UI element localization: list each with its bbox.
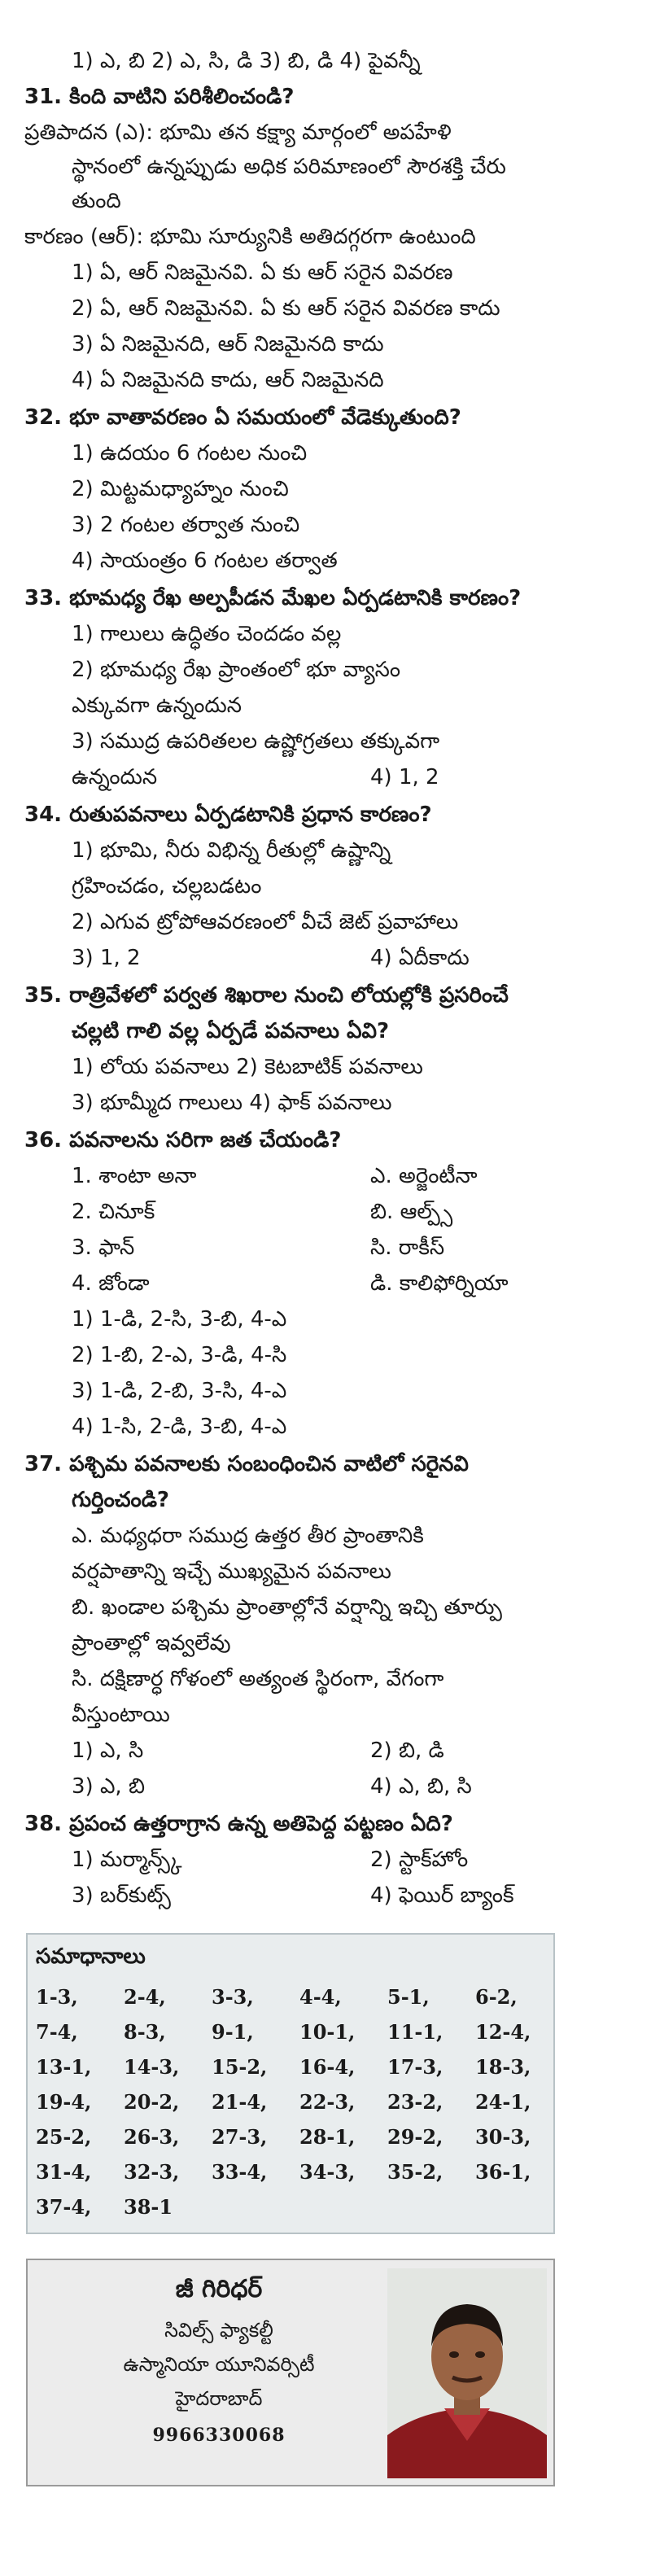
question-38-option-3: 3) బర్‌కుట్స్‌ — [72, 1883, 171, 1908]
question-31-option: 2) ఏ, ఆర్‌ నిజమైనవి. ఏ కు ఆర్‌ సరైన వివరణ కాదు — [72, 296, 500, 321]
author-portrait-image — [387, 2268, 547, 2478]
question-31-assertion: ప్రతిపాదన (ఎ): భూమి తన కక్ష్యా మార్గంలో అపహేళి — [24, 120, 452, 145]
question-37-line: ఎ. మధ్యధరా సముద్ర ఉత్తర తీర ప్రాంతానికి — [72, 1524, 424, 1548]
question-31-reason: కారణం (ఆర్‌): భూమి సూర్యునికి అతిదగ్గరగా ఉంటుంది — [24, 225, 476, 249]
answer-entry: 3-3, — [212, 1985, 254, 2009]
question-37-line: వర్షపాతాన్ని ఇచ్చే ముఖ్యమైన పవనాలు — [72, 1559, 391, 1584]
question-36-right-item: సి. రాకీస్‌ — [370, 1236, 445, 1260]
question-33-title: 33. భూమధ్య రేఖ అల్పపీడన మేఖల ఏర్పడటానికి కారణం? — [24, 586, 522, 610]
question-32-option: 3) 2 గంటల తర్వాత నుంచి — [72, 513, 300, 537]
question-36-option: 3) 1-డి, 2-బి, 3-సి, 4-ఎ — [72, 1379, 287, 1403]
answer-entry: 4-4, — [299, 1985, 342, 2009]
author-box — [26, 2259, 555, 2486]
answer-entry: 19-4, — [36, 2090, 92, 2114]
answer-entry: 1-3, — [36, 1985, 78, 2009]
answer-entry: 10-1, — [299, 2020, 356, 2044]
answer-entry: 17-3, — [387, 2055, 443, 2079]
question-31-assertion: తుంది — [72, 189, 121, 213]
answer-entry: 34-3, — [299, 2160, 356, 2184]
answer-entry: 30-3, — [475, 2125, 531, 2149]
answer-entry: 14-3, — [124, 2055, 180, 2079]
question-35-option: 1) లోయ పవనాలు 2) కెటబాటిక్‌ పవనాలు — [72, 1055, 423, 1079]
answer-entry: 15-2, — [212, 2055, 268, 2079]
answer-entry: 2-4, — [124, 1985, 166, 2009]
question-35-title: చల్లటి గాలి వల్ల ఏర్పడే పవనాలు ఏవి? — [72, 1019, 390, 1043]
answer-entry: 38-1 — [124, 2195, 173, 2219]
author-university: ఉస్మానియా యూనివర్సిటీ — [123, 2353, 315, 2376]
question-36-option: 2) 1-బి, 2-ఎ, 3-డి, 4-సి — [72, 1343, 287, 1367]
previous-question-options: 1) ఎ, బి 2) ఎ, సి, డి 3) బి, డి 4) పైవన్నీ — [72, 49, 421, 73]
answer-entry: 11-1, — [387, 2020, 443, 2044]
answer-entry: 20-2, — [124, 2090, 180, 2114]
question-33-line: 2) భూమధ్య రేఖ ప్రాంతంలో భూ వ్యాసం — [72, 658, 401, 682]
answer-entry: 5-1, — [387, 1985, 430, 2009]
answer-entry: 32-3, — [124, 2160, 180, 2184]
author-city: హైదరాబాద్‌ — [175, 2387, 263, 2410]
question-37-option-2: 2) బి, డి — [370, 1738, 444, 1763]
question-33-line: 1) గాలులు ఉద్ధితం చెందడం వల్ల — [72, 622, 342, 646]
question-34-line: 1) భూమి, నీరు విభిన్న రీతుల్లో ఉష్ణాన్ని — [72, 838, 391, 863]
question-34-option-4: 4) ఏదీకాదు — [370, 946, 470, 970]
question-36-option: 4) 1-సి, 2-డి, 3-బి, 4-ఎ — [72, 1415, 287, 1439]
answer-entry: 25-2, — [36, 2125, 92, 2149]
author-designation: సివిల్స్‌ ఫ్యాకల్టీ — [164, 2319, 273, 2342]
question-31-assertion: స్థానంలో ఉన్నప్పుడు అధిక పరిమాణంలో సౌరశక్తి చేరు — [72, 155, 506, 179]
question-37-option-3: 3) ఎ, బి — [72, 1774, 146, 1799]
answers-box — [26, 1933, 555, 2234]
question-35-option: 3) భూమ్మీద గాలులు 4) ఫాక్‌ పవనాలు — [72, 1091, 392, 1115]
question-37-line: బి. ఖండాల పశ్చిమ ప్రాంతాల్లోనే వర్షాన్ని ఇచ్చి తూర్పు — [72, 1595, 502, 1620]
question-36-option: 1) 1-డి, 2-సి, 3-బి, 4-ఎ — [72, 1307, 287, 1332]
answer-entry: 29-2, — [387, 2125, 443, 2149]
question-33-option-4: 4) 1, 2 — [370, 765, 439, 789]
question-37-option-4: 4) ఎ, బి, సి — [370, 1774, 472, 1799]
question-36-title: 36. పవనాలను సరిగా జత చేయండి? — [24, 1128, 342, 1152]
question-37-option-1: 1) ఎ, సి — [72, 1738, 144, 1763]
answer-entry: 13-1, — [36, 2055, 92, 2079]
question-33-line: ఎక్కువగా ఉన్నందున — [72, 693, 242, 718]
question-31-option: 1) ఏ, ఆర్‌ నిజమైనవి. ఏ కు ఆర్‌ సరైన వివరణ — [72, 260, 453, 285]
answer-entry: 37-4, — [36, 2195, 92, 2219]
question-37-title: గుర్తించండి? — [72, 1488, 170, 1512]
answer-entry: 23-2, — [387, 2090, 443, 2114]
question-36-left-item: 4. జోండా — [72, 1271, 150, 1296]
question-33-line: 3) సముద్ర ఉపరితలల ఉష్ణోగ్రతలు తక్కువగా — [72, 729, 440, 754]
question-31-title: 31. కింది వాటిని పరిశీలించండి? — [24, 85, 295, 109]
question-34-option-3: 3) 1, 2 — [72, 946, 141, 970]
answer-entry: 7-4, — [36, 2020, 78, 2044]
question-35-title: 35. రాత్రివేళలో పర్వత శిఖరాల నుంచి లోయల్లోకి ప్రసరించే — [24, 983, 509, 1008]
answer-entry: 33-4, — [212, 2160, 268, 2184]
question-38-title: 38. ప్రపంచ ఉత్తరాగ్రాన ఉన్న అతిపెద్ద పట్టణం ఏది? — [24, 1812, 453, 1836]
answer-entry: 36-1, — [475, 2160, 531, 2184]
question-34-title: 34. రుతుపవనాలు ఏర్పడటానికి ప్రధాన కారణం? — [24, 803, 432, 827]
question-32-option: 1) ఉదయం 6 గంటల నుంచి — [72, 441, 308, 466]
question-31-option: 3) ఏ నిజమైనది, ఆర్‌ నిజమైనది కాదు — [72, 332, 384, 356]
question-34-line: 2) ఎగువ ట్రోపోఆవరణంలో వీచే జెట్‌ ప్రవాహాలు — [72, 910, 459, 934]
question-36-left-item: 2. చినూక్‌ — [72, 1200, 155, 1224]
answer-entry: 9-1, — [212, 2020, 254, 2044]
question-33-line: ఉన్నందున — [72, 765, 158, 789]
question-32-option: 2) మిట్టమధ్యాహ్నం నుంచి — [72, 477, 289, 501]
question-36-left-item: 1. శాంటా అనా — [72, 1164, 197, 1188]
question-36-right-item: ఎ. అర్జెంటీనా — [370, 1164, 478, 1188]
author-photo — [387, 2268, 547, 2478]
answer-entry: 16-4, — [299, 2055, 356, 2079]
answer-entry: 27-3, — [212, 2125, 268, 2149]
question-37-line: ప్రాంతాల్లో ఇవ్వలేవు — [72, 1631, 231, 1655]
answer-entry: 21-4, — [212, 2090, 268, 2114]
question-31-option: 4) ఏ నిజమైనది కాదు, ఆర్‌ నిజమైనది — [72, 368, 384, 392]
question-34-line: గ్రహించడం, చల్లబడటం — [72, 874, 262, 899]
answer-entry: 35-2, — [387, 2160, 443, 2184]
question-37-line: వీస్తుంటాయి — [72, 1703, 170, 1727]
answer-entry: 18-3, — [475, 2055, 531, 2079]
answer-entry: 12-4, — [475, 2020, 531, 2044]
answer-entry: 28-1, — [299, 2125, 356, 2149]
question-37-line: సి. దక్షిణార్ధ గోళంలో అత్యంత స్థిరంగా, వేగంగా — [72, 1667, 444, 1691]
answer-entry: 8-3, — [124, 2020, 166, 2044]
question-36-right-item: డి. కాలిఫోర్నియా — [370, 1271, 509, 1296]
answer-entry: 22-3, — [299, 2090, 356, 2114]
author-name: జీ గిరిధర్‌ — [175, 2275, 263, 2303]
question-38-option-1: 1) మర్మాన్స్క్‌ — [72, 1848, 182, 1872]
question-32-option: 4) సాయంత్రం 6 గంటల తర్వాత — [72, 549, 338, 573]
question-38-option-4: 4) ఫెయిర్‌ బ్యాంక్‌ — [370, 1883, 514, 1908]
question-36-left-item: 3. ఫాన్‌ — [72, 1236, 135, 1260]
answer-entry: 26-3, — [124, 2125, 180, 2149]
answer-entry: 6-2, — [475, 1985, 518, 2009]
answers-title: సమాధానాలు — [36, 1944, 146, 1969]
answer-entry: 31-4, — [36, 2160, 92, 2184]
question-38-option-2: 2) స్టాక్‌హోం — [370, 1848, 469, 1872]
author-phone: 9966330068 — [152, 2425, 286, 2446]
question-37-title: 37. పశ్చిమ పవనాలకు సంబంధించిన వాటిలో సరైనవి — [24, 1452, 469, 1476]
question-36-right-item: బి. ఆల్ప్స్‌ — [370, 1200, 453, 1224]
question-32-title: 32. భూ వాతావరణం ఏ సమయంలో వేడెక్కుతుంది? — [24, 405, 461, 430]
answer-entry: 24-1, — [475, 2090, 531, 2114]
